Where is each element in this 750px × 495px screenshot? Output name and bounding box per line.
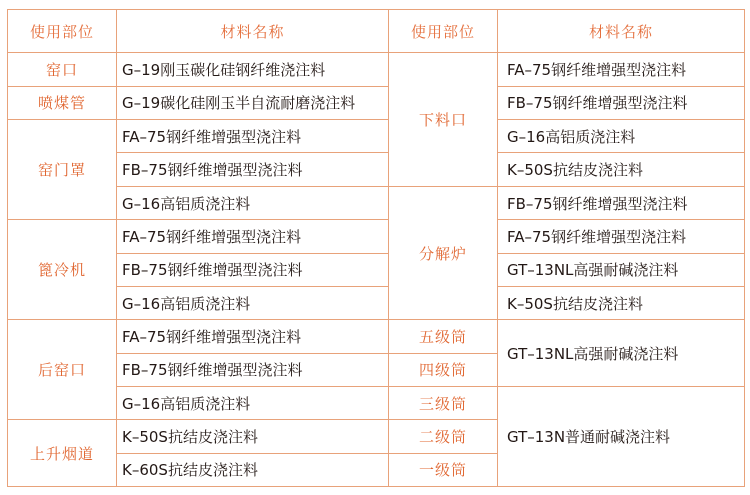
header-row — [8, 10, 745, 53]
material-cell: FB–75钢纤维增强型浇注料 — [117, 153, 389, 186]
material-cell: FA–75钢纤维增强型浇注料 — [117, 320, 389, 353]
location-kiln-mouth: 窑口 — [8, 53, 117, 86]
table-row — [8, 220, 745, 253]
table-row — [8, 153, 745, 186]
material-cell: G–19刚玉碳化硅钢纤维浇注料 — [117, 53, 389, 86]
location-feed-opening: 下料口 — [389, 53, 498, 186]
material-cell: K–60S抗结皮浇注料 — [117, 453, 389, 486]
material-cell: K–50S抗结皮浇注料 — [498, 286, 745, 319]
refractory-materials-table — [7, 9, 745, 487]
location-stage-1: 一级筒 — [389, 453, 498, 486]
material-cell: FB–75钢纤维增强型浇注料 — [498, 186, 745, 219]
location-riser-duct: 上升烟道 — [8, 420, 117, 487]
location-cooler: 篦冷机 — [8, 220, 117, 320]
location-stage-5: 五级筒 — [389, 320, 498, 353]
table-row — [8, 320, 745, 353]
material-cell: FB–75钢纤维增强型浇注料 — [498, 86, 745, 119]
material-cell: K–50S抗结皮浇注料 — [498, 153, 745, 186]
table-row — [8, 53, 745, 86]
material-cell: FA–75钢纤维增强型浇注料 — [117, 220, 389, 253]
header-material-a: 材料名称 — [117, 10, 389, 53]
header-location-b: 使用部位 — [389, 10, 498, 53]
header-material-b: 材料名称 — [498, 10, 745, 53]
location-stage-3: 三级筒 — [389, 386, 498, 419]
location-coal-pipe: 喷煤管 — [8, 86, 117, 119]
material-cell: G–16高铝质浇注料 — [117, 386, 389, 419]
table-row — [8, 120, 745, 153]
location-back-kiln: 后窑口 — [8, 320, 117, 420]
table-row — [8, 286, 745, 319]
material-cell: FB–75钢纤维增强型浇注料 — [117, 353, 389, 386]
material-cell: GT–13N普通耐碱浇注料 — [498, 386, 745, 486]
location-stage-4: 四级筒 — [389, 353, 498, 386]
material-cell: GT–13NL高强耐碱浇注料 — [498, 320, 745, 387]
material-cell: GT–13NL高强耐碱浇注料 — [498, 253, 745, 286]
location-calciner: 分解炉 — [389, 186, 498, 319]
material-cell: FA–75钢纤维增强型浇注料 — [117, 120, 389, 153]
header-location-a: 使用部位 — [8, 10, 117, 53]
material-cell: FB–75钢纤维增强型浇注料 — [117, 253, 389, 286]
material-cell: G–19碳化硅刚玉半自流耐磨浇注料 — [117, 86, 389, 119]
material-cell: G–16高铝质浇注料 — [117, 186, 389, 219]
material-cell: FA–75钢纤维增强型浇注料 — [498, 220, 745, 253]
location-stage-2: 二级筒 — [389, 420, 498, 453]
table-row — [8, 253, 745, 286]
material-cell: G–16高铝质浇注料 — [117, 286, 389, 319]
material-cell: K–50S抗结皮浇注料 — [117, 420, 389, 453]
table-row — [8, 86, 745, 119]
location-kiln-hood: 窑门罩 — [8, 120, 117, 220]
table-row — [8, 386, 745, 419]
material-cell: FA–75钢纤维增强型浇注料 — [498, 53, 745, 86]
table-row — [8, 186, 745, 219]
material-cell: G–16高铝质浇注料 — [498, 120, 745, 153]
